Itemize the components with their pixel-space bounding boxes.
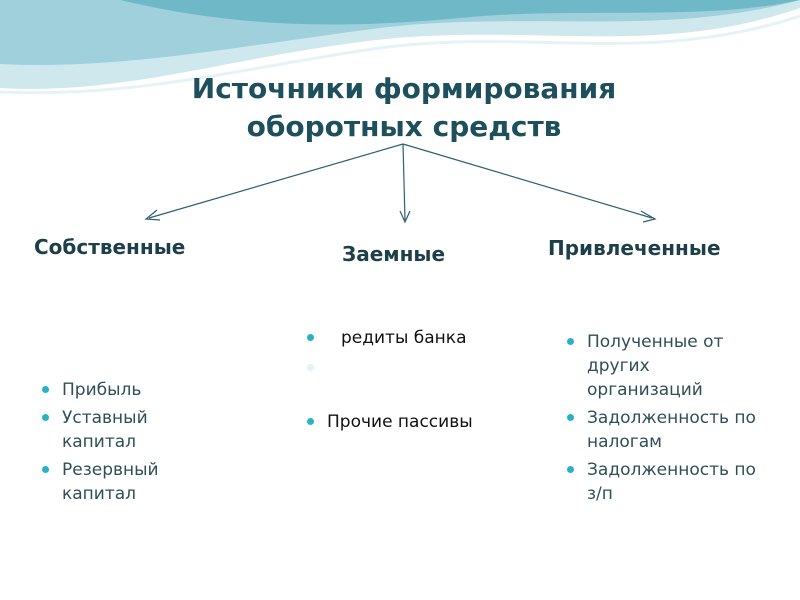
list-item-text: Прочие пассивы [327,412,473,432]
bullet-icon [307,334,314,341]
list-item-text: Полученные от других организаций [587,332,724,400]
heading-own-sources: Собственные [34,235,186,259]
list-item-text: Прибыль [62,380,142,400]
list-item [565,406,765,454]
bullet-icon [307,418,314,425]
bullet-icon [567,414,574,421]
list-item [305,410,525,434]
list-item-text: Уставный капитал [62,408,148,452]
heading-borrowed-sources: Заемные [342,242,446,266]
arrow-to-own [149,144,403,218]
list-item-faded [305,356,525,404]
list-item [40,458,190,506]
bullet-icon [567,466,574,473]
bullet-icon [42,466,49,473]
title-line-1: Источники формирования [191,72,617,105]
heading-attracted-sources: Привлеченные [548,236,721,260]
list-item [305,326,525,350]
list-item [565,330,765,402]
list-item [40,406,190,454]
list-item-text: Задолженность по налогам [587,408,756,452]
list-item-text: Задолженность по з/п [587,460,756,504]
bullet-icon [307,364,314,371]
list-item [40,378,190,402]
list-attracted-sources [565,330,765,510]
list-borrowed-sources [305,326,525,440]
list-item-text: Резервный капитал [62,460,159,504]
bullet-icon [567,338,574,345]
arrow-to-loan [403,144,405,220]
list-item-text: редиты банка [341,328,467,348]
title-line-2: оборотных средств [246,110,562,143]
list-item [565,458,765,506]
bullet-icon [42,386,49,393]
list-own-sources [40,378,190,510]
arrow-to-attr [403,144,652,218]
bullet-icon [42,414,49,421]
